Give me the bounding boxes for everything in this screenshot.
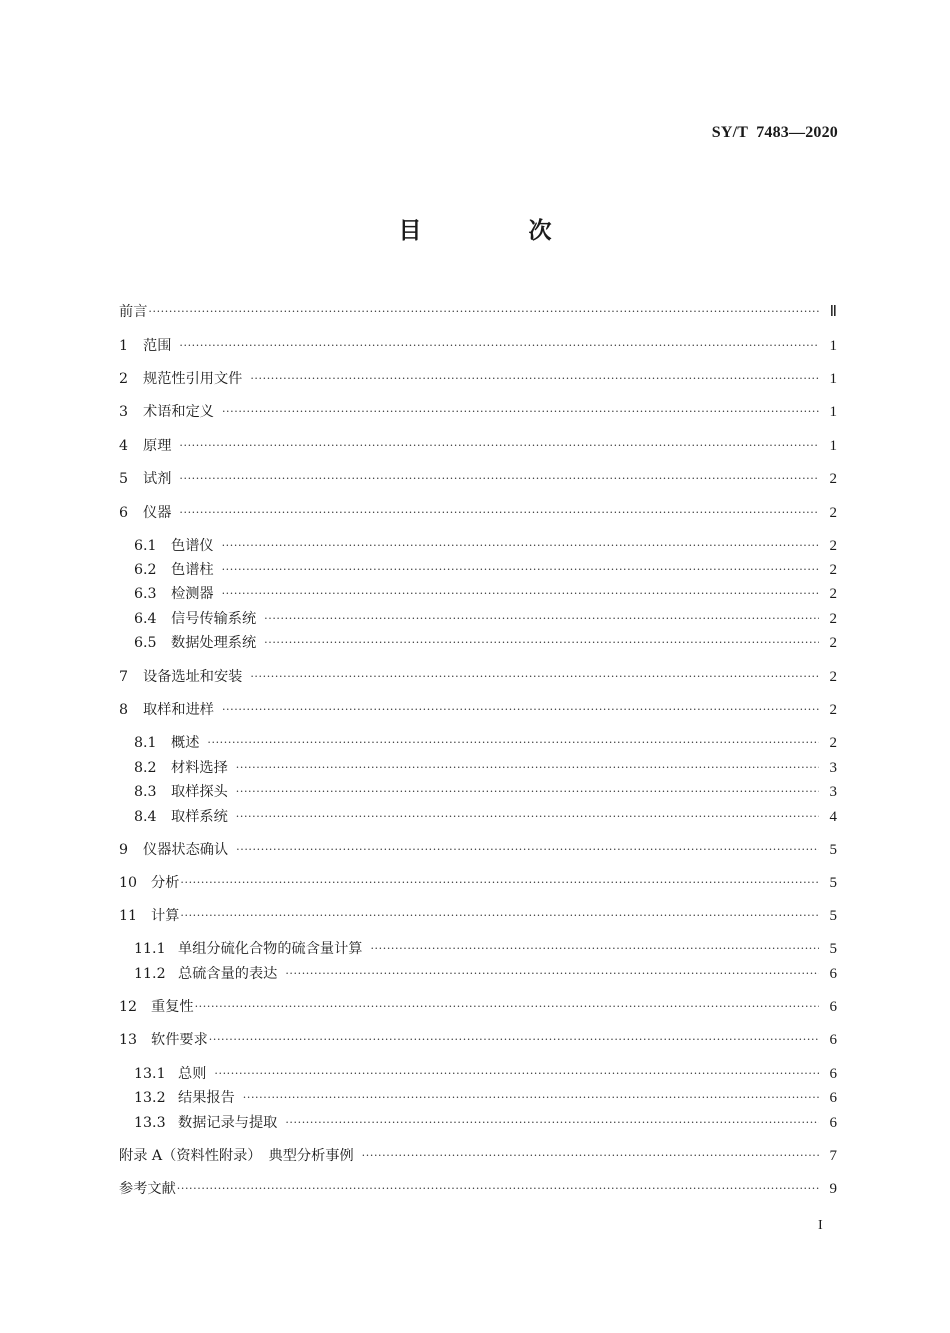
- toc-entry-label: 材料选择: [171, 760, 228, 776]
- toc-entry[interactable]: [119, 1177, 837, 1201]
- dot-leader: [370, 937, 819, 961]
- dot-leader: [236, 756, 819, 780]
- toc-entry-label: 仪器状态确认: [143, 842, 229, 858]
- dot-leader: [195, 995, 819, 1019]
- toc-entry-label: 色谱柱: [171, 562, 214, 578]
- toc-page-number: 6: [829, 1090, 837, 1106]
- toc-entry-title: [134, 1062, 206, 1086]
- toc-page-number: 1: [829, 438, 837, 454]
- dot-leader: [362, 1144, 819, 1168]
- toc-entry-number: 2: [119, 371, 129, 387]
- toc-page-number: 7: [829, 1148, 837, 1164]
- toc-entry-label: 范围: [143, 338, 172, 354]
- toc-page-number: 2: [829, 505, 837, 521]
- toc-entry-number: 6.2: [134, 562, 157, 578]
- toc-entry-number: 6.1: [134, 538, 157, 554]
- toc-entry-title: [119, 995, 194, 1019]
- toc-entry-number: 5: [119, 471, 129, 487]
- toc-entry-label: 重复性: [151, 999, 194, 1015]
- toc-page-number: 5: [829, 875, 837, 891]
- toc-entry-label: 结果报告: [178, 1090, 235, 1106]
- toc-page-number: Ⅱ: [829, 304, 837, 320]
- dot-leader: [209, 1028, 819, 1052]
- toc-entry-number: 8.1: [134, 735, 157, 751]
- toc-page-number: 9: [829, 1181, 837, 1197]
- toc-page-number: 6: [829, 1066, 837, 1082]
- standard-code: SY/T 7483—2020: [711, 124, 838, 141]
- toc-page-number: 2: [829, 471, 837, 487]
- toc-subentry[interactable]: [134, 962, 837, 986]
- toc-entry-label: 软件要求: [151, 1032, 208, 1048]
- toc-entry-number: 11.2: [134, 966, 166, 982]
- toc-entry[interactable]: [119, 501, 837, 525]
- dot-leader: [250, 665, 819, 689]
- dot-leader: [285, 962, 819, 986]
- toc-entry-number: 13.2: [134, 1090, 166, 1106]
- toc-subentry[interactable]: [134, 534, 837, 558]
- toc-entry-title: [134, 962, 277, 986]
- dot-leader: [236, 838, 819, 862]
- toc-entry-label: 设备选址和安装: [143, 669, 243, 685]
- toc-entry-label: 计算: [151, 908, 180, 924]
- toc-entry-label: 规范性引用文件: [143, 371, 243, 387]
- toc-subentry[interactable]: [134, 582, 837, 606]
- toc-entry-number: 6.5: [134, 635, 157, 651]
- toc-entry-title: [134, 731, 199, 755]
- dot-leader: [179, 467, 819, 491]
- toc-entry-label: 附录 A（资料性附录） 典型分析事例: [119, 1148, 354, 1164]
- dot-leader: [222, 582, 819, 606]
- toc-entry[interactable]: [119, 904, 837, 928]
- toc-page-number: 6: [829, 1115, 837, 1131]
- toc-entry-title: [134, 534, 214, 558]
- toc-entry-number: 1: [119, 338, 129, 354]
- dot-leader: [285, 1111, 819, 1135]
- toc-entry-number: 11: [119, 908, 138, 924]
- toc-subentry[interactable]: [134, 631, 837, 655]
- toc-entry-label: 取样和进样: [143, 702, 214, 718]
- dot-leader: [222, 400, 819, 424]
- toc-entry-label: 概述: [171, 735, 200, 751]
- toc-entry-label: 参考文献: [119, 1181, 176, 1197]
- toc-entry-label: 试剂: [143, 471, 172, 487]
- dot-leader: [250, 367, 819, 391]
- toc-entry-title: [134, 582, 214, 606]
- toc-entry-label: 术语和定义: [143, 404, 214, 420]
- toc-entry[interactable]: [119, 367, 837, 391]
- toc-entry-title: [119, 1177, 176, 1201]
- toc-entry-label: 仪器: [143, 505, 172, 521]
- toc-entry-number: 8.3: [134, 784, 157, 800]
- toc-entry-number: 13: [119, 1032, 138, 1048]
- toc-entry-number: 8.4: [134, 809, 157, 825]
- toc-entry-title: [119, 838, 228, 862]
- dot-leader: [222, 534, 819, 558]
- toc-subentry[interactable]: [134, 756, 837, 780]
- toc-subentry[interactable]: [134, 780, 837, 804]
- dot-leader: [222, 558, 819, 582]
- toc-subentry[interactable]: [134, 1062, 837, 1086]
- toc-entry-number: 6.4: [134, 611, 157, 627]
- toc-page-number: 1: [829, 371, 837, 387]
- toc-entry[interactable]: [119, 300, 837, 324]
- toc-entry[interactable]: [119, 1144, 837, 1168]
- toc-entry-label: 信号传输系统: [171, 611, 257, 627]
- toc-entry-title: [119, 698, 214, 722]
- toc-entry-title: [134, 756, 228, 780]
- toc-subentry[interactable]: [134, 1086, 837, 1110]
- toc-entry-number: 13.3: [134, 1115, 166, 1131]
- page-title: 目 次: [398, 218, 594, 244]
- toc-entry-label: 取样系统: [171, 809, 228, 825]
- toc-entry-title: [134, 1086, 235, 1110]
- toc-page-number: 2: [829, 702, 837, 718]
- toc-entry-title: [119, 871, 179, 895]
- toc-entry-number: 7: [119, 669, 129, 685]
- toc-page-number: 2: [829, 538, 837, 554]
- toc-entry-label: 分析: [151, 875, 180, 891]
- dot-leader: [207, 731, 819, 755]
- toc-page-number: 3: [829, 784, 837, 800]
- toc-entry-label: 前言: [119, 304, 148, 320]
- toc-page-number: 3: [829, 760, 837, 776]
- toc-entry-title: [119, 400, 214, 424]
- dot-leader: [179, 434, 819, 458]
- toc-entry-number: 9: [119, 842, 129, 858]
- toc-entry-label: 数据记录与提取: [178, 1115, 278, 1131]
- dot-leader: [179, 501, 819, 525]
- toc-entry-label: 总则: [178, 1066, 207, 1082]
- dot-leader: [243, 1086, 819, 1110]
- toc-entry-title: [119, 904, 179, 928]
- toc-entry-number: 3: [119, 404, 129, 420]
- toc-page-number: 1: [829, 404, 837, 420]
- dot-leader: [148, 300, 819, 324]
- toc-page-number: 2: [829, 669, 837, 685]
- toc-page-number: 1: [829, 338, 837, 354]
- toc-page-number: 2: [829, 586, 837, 602]
- toc-entry-number: 8: [119, 702, 129, 718]
- toc-entry-title: [119, 501, 171, 525]
- dot-leader: [222, 698, 819, 722]
- toc-page-number: 6: [829, 966, 837, 982]
- toc-page-number: 5: [829, 908, 837, 924]
- toc-entry[interactable]: [119, 334, 837, 358]
- toc-entry-label: 色谱仪: [171, 538, 214, 554]
- toc-entry-title: [134, 805, 228, 829]
- toc-entry-number: 8.2: [134, 760, 157, 776]
- toc-entry-title: [119, 367, 242, 391]
- toc-entry[interactable]: [119, 434, 837, 458]
- toc-page-number: 6: [829, 1032, 837, 1048]
- toc-entry-title: [134, 937, 362, 961]
- toc-subentry[interactable]: [134, 1111, 837, 1135]
- toc-entry[interactable]: [119, 665, 837, 689]
- toc-page-number: 4: [829, 809, 837, 825]
- toc-page-number: 2: [829, 635, 837, 651]
- toc-entry-number: 13.1: [134, 1066, 166, 1082]
- toc-entry-number: 11.1: [134, 941, 166, 957]
- toc-entry-title: [119, 467, 171, 491]
- dot-leader: [180, 904, 819, 928]
- toc-entry-number: 6.3: [134, 586, 157, 602]
- page-folio: I: [818, 1218, 823, 1233]
- toc-subentry[interactable]: [134, 558, 837, 582]
- toc-entry[interactable]: [119, 400, 837, 424]
- toc-entry[interactable]: [119, 838, 837, 862]
- toc-entry-label: 原理: [143, 438, 172, 454]
- toc-entry-title: [134, 558, 214, 582]
- dot-leader: [264, 607, 819, 631]
- toc-page-number: 5: [829, 941, 837, 957]
- toc-entry-title: [119, 434, 171, 458]
- toc-entry-label: 取样探头: [171, 784, 228, 800]
- toc-page-number: 2: [829, 611, 837, 627]
- dot-leader: [236, 805, 819, 829]
- toc-entry-title: [134, 780, 228, 804]
- toc-subentry[interactable]: [134, 937, 837, 961]
- toc-entry-title: [119, 300, 147, 324]
- toc-entry[interactable]: [119, 698, 837, 722]
- toc-page-number: 2: [829, 562, 837, 578]
- toc-page-number: 5: [829, 842, 837, 858]
- toc-entry-label: 数据处理系统: [171, 635, 257, 651]
- toc-entry-title: [134, 631, 256, 655]
- toc-page-number: 6: [829, 999, 837, 1015]
- toc-entry-number: 10: [119, 875, 138, 891]
- dot-leader: [264, 631, 819, 655]
- toc-entry-label: 总硫含量的表达: [178, 966, 278, 982]
- dot-leader: [177, 1177, 819, 1201]
- toc-entry-label: 单组分硫化合物的硫含量计算: [178, 941, 363, 957]
- dot-leader: [236, 780, 819, 804]
- toc-entry-title: [134, 1111, 277, 1135]
- toc-entry-number: 12: [119, 999, 138, 1015]
- dot-leader: [180, 871, 819, 895]
- toc-entry-title: [119, 334, 171, 358]
- toc-entry-number: 6: [119, 505, 129, 521]
- dot-leader: [179, 334, 819, 358]
- toc-entry[interactable]: [119, 995, 837, 1019]
- toc-entry-label: 检测器: [171, 586, 214, 602]
- toc-entry-number: 4: [119, 438, 129, 454]
- toc-subentry[interactable]: [134, 805, 837, 829]
- toc-entry[interactable]: [119, 467, 837, 491]
- toc-entry[interactable]: [119, 1028, 837, 1052]
- toc-subentry[interactable]: [134, 607, 837, 631]
- toc-page-number: 2: [829, 735, 837, 751]
- toc-entry[interactable]: [119, 871, 837, 895]
- toc-entry-title: [119, 665, 242, 689]
- toc-subentry[interactable]: [134, 731, 837, 755]
- dot-leader: [214, 1062, 819, 1086]
- toc-entry-title: [134, 607, 256, 631]
- toc-entry-title: [119, 1144, 354, 1168]
- toc-entry-title: [119, 1028, 208, 1052]
